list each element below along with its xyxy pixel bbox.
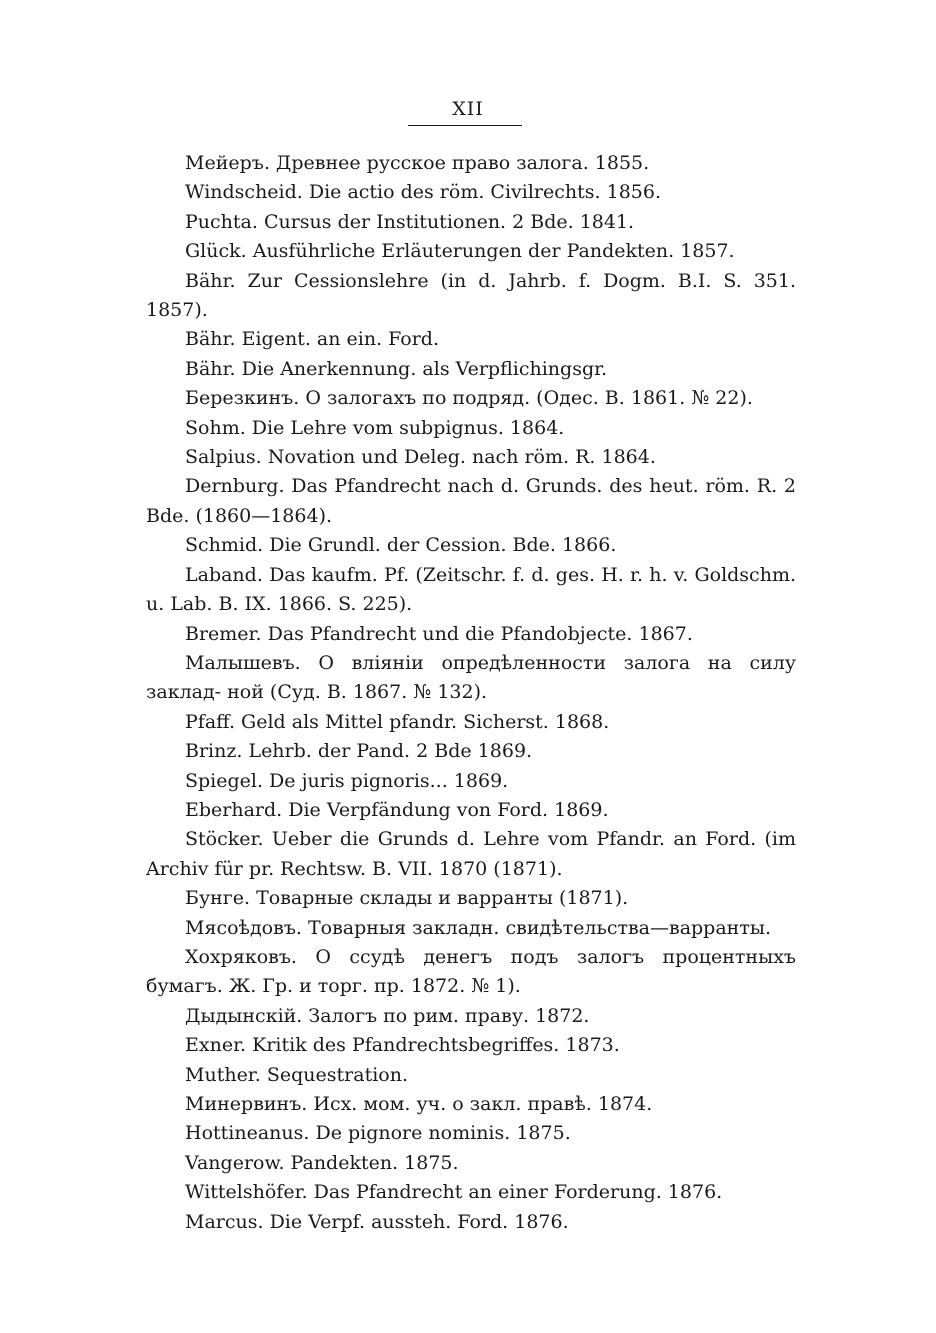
- bibliography-entry: Малышевъ. О вліяніи опредѣленности залога на силу заклад- ной (Суд. В. 1867. № 132).: [146, 651, 796, 704]
- bibliography-entry: Bähr. Eigent. an ein. Ford.: [185, 328, 440, 351]
- bibliography-entry: Laband. Das kaufm. Pf. (Zeitschr. f. d. ges. H. r. h. v. Goldschm. u. Lab. B. IX. 1866. S. 225).: [146, 563, 796, 616]
- bibliography-entry: Березкинъ. О залогахъ по подряд. (Одес. В. 1861. № 22).: [185, 387, 753, 410]
- bibliography-entry: Bremer. Das Pfandrecht und die Pfandobjecte. 1867.: [185, 622, 693, 645]
- bibliography-entry: Exner. Kritik des Pfandrechtsbegriffes. 1873.: [185, 1034, 620, 1057]
- bibliography-entry: Stöcker. Ueber die Grunds d. Lehre vom Pfandr. an Ford. (im Archiv für pr. Rechtsw. B. VII. 1870 (1871).: [146, 828, 796, 880]
- bibliography-entry: Wittelshöfer. Das Pfandrecht an einer Forderung. 1876.: [185, 1181, 723, 1204]
- bibliography-entry: Brinz. Lehrb. der Pand. 2 Bde 1869.: [185, 740, 533, 763]
- bibliography-entry: Sohm. Die Lehre vom subpignus. 1864.: [185, 416, 565, 439]
- bibliography-entry: Schmid. Die Grundl. der Cession. Bde. 1866.: [185, 534, 617, 557]
- bibliography-entry: Хохряковъ. О ссудѣ денегъ подъ залогъ процентныхъ бумагъ. Ж. Гр. и торг. пр. 1872. № 1).: [146, 945, 796, 998]
- bibliography-list: [146, 149, 796, 1237]
- bibliography-entry: Мейеръ. Древнее русское право залога. 1855.: [185, 152, 650, 174]
- bibliography-entry: Hottineanus. De pignore nominis. 1875.: [185, 1122, 571, 1145]
- bibliography-entry: Puchta. Cursus der Institutionen. 2 Bde. 1841.: [185, 210, 635, 233]
- bibliography-entry: Pfaff. Geld als Mittel pfandr. Sicherst. 1868.: [185, 710, 610, 733]
- bibliography-entry: Salpius. Novation und Deleg. nach röm. R. 1864.: [185, 446, 656, 469]
- bibliography-entry: Spiegel. De juris pignoris... 1869.: [185, 769, 509, 792]
- bibliography-entry: Windscheid. Die actio des röm. Civilrechts. 1856.: [185, 181, 661, 204]
- header-rule: [408, 125, 522, 126]
- bibliography-entry: Glück. Ausführliche Erläuterungen der Pandekten. 1857.: [185, 240, 735, 263]
- bibliography-entry: Marcus. Die Verpf. aussteh. Ford. 1876.: [185, 1210, 569, 1233]
- bibliography-entry: Bähr. Zur Cessionslehre (in d. Jahrb. f. Dogm. B.I. S. 351. 1857).: [146, 269, 796, 322]
- bibliography-entry: Дыдынскій. Залогъ по рим. праву. 1872.: [185, 1004, 590, 1027]
- bibliography-entry: Vangerow. Pandekten. 1875.: [185, 1151, 459, 1174]
- bibliography-entry: Минервинъ. Исх. мом. уч. о закл. правѣ. 1874.: [185, 1093, 653, 1115]
- bibliography-entry: Мясоѣдовъ. Товарныя закладн. свидѣтельства—варранты.: [185, 916, 772, 939]
- bibliography-entry: Бунге. Товарные склады и варранты (1871).: [185, 887, 629, 910]
- bibliography-entry: Dernburg. Das Pfandrecht nach d. Grunds. des heut. röm. R. 2 Bde. (1860—1864).: [146, 475, 796, 527]
- bibliography-entry: Eberhard. Die Verpfändung von Ford. 1869.: [185, 798, 609, 821]
- bibliography-entry: Muther. Sequestration.: [185, 1063, 409, 1086]
- bibliography-entry: Bähr. Die Anerkennung. als Verpflichingsgr.: [185, 357, 608, 380]
- page-number: XII: [452, 98, 484, 120]
